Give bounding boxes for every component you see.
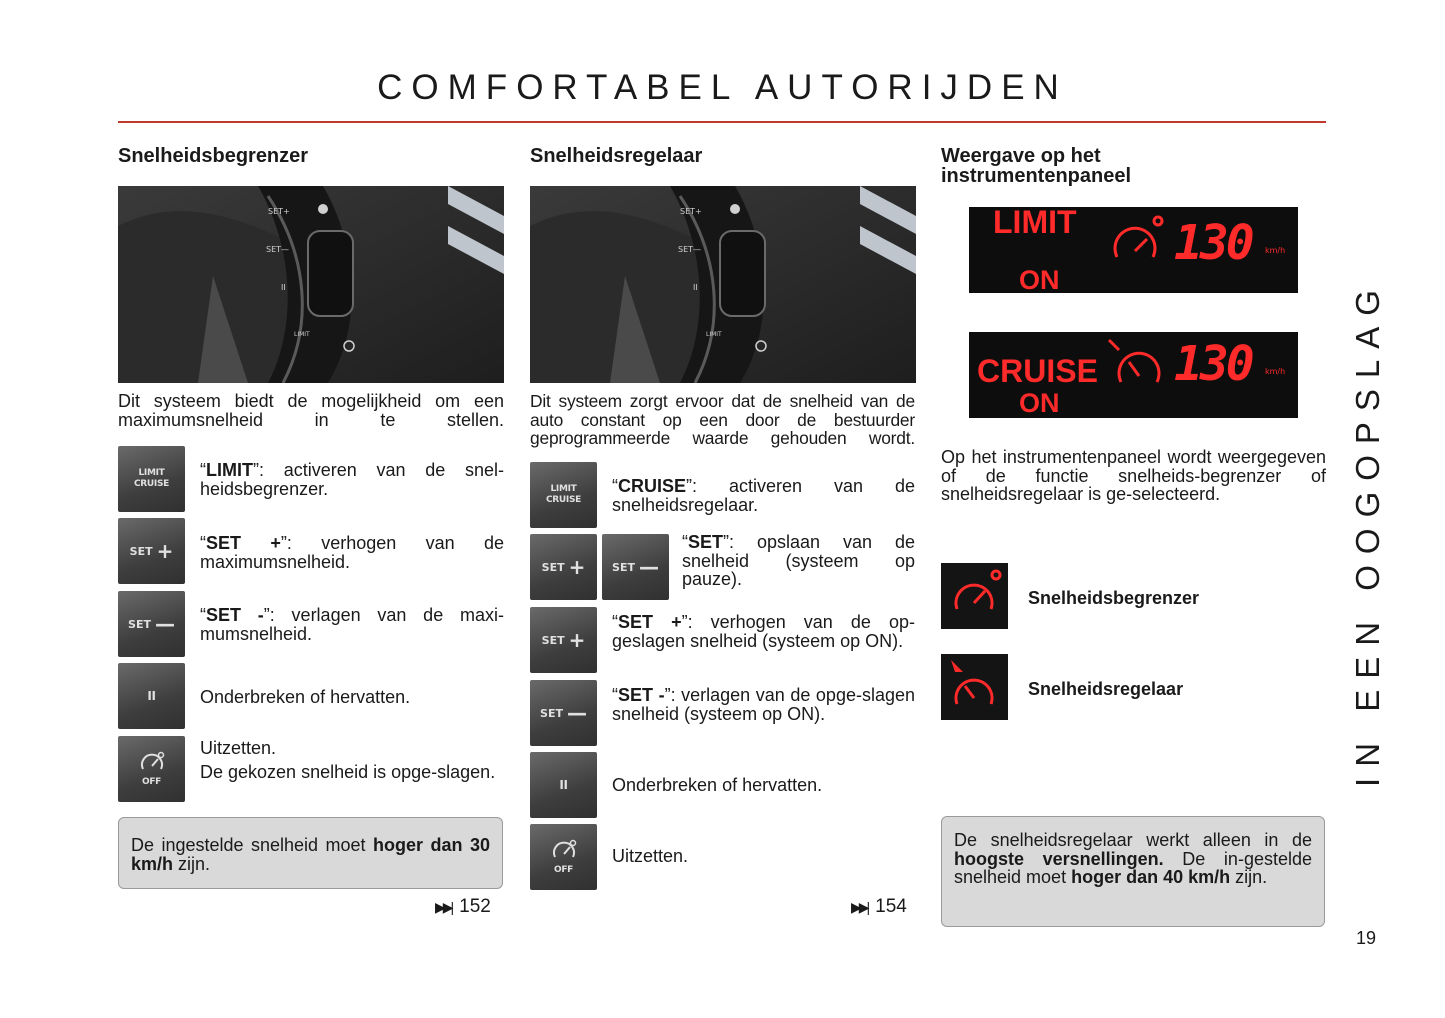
speed-limiter-note: De ingestelde snelheid moet hoger dan 30 km/h zijn.: [118, 817, 503, 889]
display-mode: LIMIT: [993, 207, 1077, 240]
svg-text:LIMIT: LIMIT: [294, 331, 310, 338]
page-number: 19: [1356, 928, 1377, 948]
cruise-control-icon: [941, 654, 1008, 720]
set-plus-button: SET +: [530, 607, 597, 673]
pause-description: Onderbreken of hervatten.: [200, 687, 411, 707]
cruise-control-icon: [1109, 340, 1159, 382]
pause-description: Onderbreken of hervatten.: [612, 775, 823, 795]
title-divider: [118, 121, 1326, 123]
set-store-description: “SET”: opslaan van de snelheid (systeem op pauze).: [682, 532, 915, 589]
set-minus-description: “SET -”: verlagen van de maxi-mumsnelheid.: [200, 605, 504, 644]
display-mode: CRUISE: [977, 353, 1098, 389]
svg-text:SET+: SET+: [268, 207, 290, 216]
limit-cruise-button: LIMIT CRUISE: [118, 446, 185, 512]
section-heading-speed-limiter: Snelheidsbegrenzer: [118, 145, 309, 167]
pause-button: II: [530, 752, 597, 818]
svg-text:LIMIT: LIMIT: [706, 331, 722, 338]
display-unit: km/h: [1265, 246, 1286, 255]
set-minus-button: SET —: [602, 534, 669, 600]
svg-text:SET+: SET+: [680, 207, 702, 216]
set-minus-button: SET —: [530, 680, 597, 746]
off-description: Uitzetten.: [612, 846, 689, 866]
skip-forward-icon: ▶▶|: [851, 898, 868, 915]
page-reference-152[interactable]: ▶▶| 152: [435, 896, 491, 917]
set-plus-button: SET +: [530, 534, 597, 600]
steering-wheel-photo: [530, 186, 916, 383]
section-heading-cruise-control: Snelheidsregelaar: [530, 145, 703, 167]
cruise-display: [969, 332, 1298, 418]
legend-label-cruise-control: Snelheidsregelaar: [1028, 679, 1184, 699]
limit-cruise-button: LIMIT CRUISE: [530, 462, 597, 528]
svg-text:SET—: SET—: [266, 245, 290, 254]
svg-text:II: II: [281, 283, 286, 292]
display-speed: 130: [1174, 336, 1252, 392]
limit-description: “LIMIT”: activeren van de snel-heidsbegrenzer.: [200, 460, 504, 499]
set-plus-description: “SET +”: verhogen van de maximumsnelheid.: [200, 533, 504, 572]
svg-text:SET—: SET—: [678, 245, 702, 254]
steering-wheel-photo: [118, 186, 504, 383]
speed-limiter-icon: [1115, 217, 1162, 257]
display-state: ON: [1019, 388, 1060, 418]
speed-limiter-intro: Dit systeem biedt de mogelijkheid om een maximumsnelheid in te stellen.: [118, 391, 504, 430]
speed-limiter-icon: [941, 563, 1008, 629]
section-heading-instrument-display: Weergave op het instrumentenpaneel: [941, 145, 1132, 187]
cruise-control-note: De snelheidsregelaar werkt alleen in de hoogste versnellingen. De in-gestelde snelheid moet hoger dan 40 km/h zijn.: [941, 816, 1325, 927]
speedometer-off-icon: [551, 839, 577, 861]
display-state: ON: [1019, 265, 1060, 293]
page-reference-154[interactable]: ▶▶| 154: [851, 896, 907, 917]
display-speed: 130: [1174, 215, 1252, 271]
set-minus-description: “SET -”: verlagen van de opge-slagen snelheid (systeem op ON).: [612, 685, 915, 724]
set-plus-button: SET +: [118, 518, 185, 584]
limit-display: [969, 207, 1298, 293]
set-plus-description: “SET +”: verhogen van de op-geslagen snelheid (systeem op ON).: [612, 612, 915, 651]
off-button: OFF: [530, 824, 597, 890]
off-description-line1: Uitzetten.: [200, 738, 277, 758]
svg-text:II: II: [693, 283, 698, 292]
off-button: OFF: [118, 736, 185, 802]
speedometer-off-icon: [139, 751, 165, 773]
display-unit: km/h: [1265, 367, 1286, 376]
page-title: COMFORTABEL AUTORIJDEN: [377, 68, 1068, 107]
chapter-side-label: IN EEN OOGOPSLAG: [1349, 278, 1386, 787]
pause-button: II: [118, 663, 185, 729]
skip-forward-icon: ▶▶|: [435, 898, 452, 915]
off-description-line2: De gekozen snelheid is opge-slagen.: [200, 762, 496, 782]
cruise-description: “CRUISE”: activeren van de snelheidsregelaar.: [612, 476, 915, 515]
set-minus-button: SET —: [118, 591, 185, 657]
legend-label-speed-limiter: Snelheidsbegrenzer: [1028, 588, 1200, 608]
instrument-display-intro: Op het instrumentenpaneel wordt weergegeven of de functie snelheids-begrenzer of snelheidsregelaar is ge-selecteerd.: [941, 447, 1326, 504]
cruise-control-intro: Dit systeem zorgt ervoor dat de snelheid van de auto constant op een door de bestuurder geprogrammeerde waarde gehouden wordt.: [530, 391, 915, 448]
